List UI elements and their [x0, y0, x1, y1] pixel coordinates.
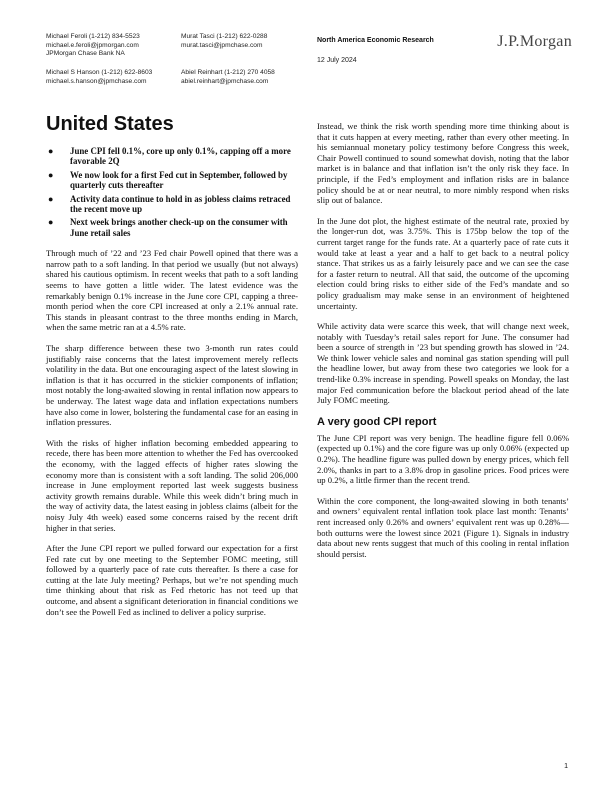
body-paragraph: In the June dot plot, the highest estimate of the neutral rate, proxied by the longer-run dot, was 3.75%. This is 175bp below the top of the current target range for the funds rate. At a quarterly pace of rate cuts it would take at least a year and a half to get back to a neutral policy stance. That strikes us as a fairly leisurely pace and we can see the case for a faster return to neutral. All that said, the outcome of the upcoming election could bring risks to either side of the Fed’s mandate and so policy gradualism may make sense in an environment of heightened uncertainty.	[317, 215, 569, 311]
publication-info	[317, 36, 434, 65]
contact-email[interactable]: michael.e.feroli@jpmorgan.com	[46, 41, 139, 49]
bullet-icon: ●	[48, 169, 54, 180]
body-paragraph: The June CPI report was very benign. The headline figure fell 0.06% (expected up 0.1%) and the core figure was up only 0.06% (expected up 0.2%). The headline figure was pulled down by energy prices, which fell 2.0%, thanks in part to a 3.8% drop in gasoline prices. Food prices were up 0.2%, a little firmer than the recent trend.	[317, 432, 569, 486]
contact-name-phone: Michael S Hanson (1-212) 622-8603	[46, 69, 153, 76]
contact-tasci	[181, 33, 311, 50]
body-paragraph: Instead, we think the risk worth spending more time thinking about is that it cuts happen at every meeting, rather than every other meeting. In his semiannual monetary policy testimony before Congress this week, Chair Powell continued to sound somewhat dovish, noting that the labor market is in balance and that inflation isn’t the only risk they face. In principle, if the Fed’s employment and inflation risks are in balance policy should be at or near neutral, to more nimbly respond when risks slip out of balance.	[317, 121, 569, 206]
contact-name-phone: Abiel Reinhart (1-212) 270 4058	[181, 69, 275, 76]
body-paragraph: The sharp difference between these two 3-month run rates could justifiably raise concerns that the latest improvement merely reflects volatility in the data. But one encouraging aspect of the latest slowing in inflation is that it has occurred in the stickier components of inflation; most notably the long-awaited slowing in rental inflation now appears to be underway. The latest wage data and inflation expectations numbers have also come in lower, bolstering the fundamental case for an easing in inflation pressures.	[46, 343, 298, 428]
contact-email[interactable]: murat.tasci@jpmchase.com	[181, 41, 263, 49]
body-paragraph: Within the core component, the long-awaited slowing in both tenants’ and owners’ equivalent rental inflation took place last month: Tenants’ rent increased only 0.26% and owners’ equivalent rent was up 0.28%—both outturns were the lowest since 2021 (Figure 1). Signals in industry data about new rents suggest that much of this cooling in rental inflation should persist.	[317, 495, 569, 559]
bullet-icon: ●	[48, 193, 54, 204]
bullet-icon: ●	[48, 146, 54, 156]
key-point	[46, 170, 298, 191]
key-point-text: June CPI fell 0.1%, core up only 0.1%, capping off a more favorable 2Q	[70, 146, 291, 167]
section-heading: A very good CPI report	[317, 415, 437, 428]
key-point-text: Activity data continue to hold in as jobless claims retraced the recent move up	[70, 193, 291, 215]
key-point-text: Next week brings another check-up on the consumer with June retail sales	[70, 217, 288, 238]
page-title: United States	[46, 113, 174, 135]
contact-feroli	[46, 33, 176, 59]
key-points-list	[46, 146, 298, 238]
jpmorgan-logo: J.P.Morgan	[497, 33, 572, 50]
contact-reinhart	[181, 69, 311, 86]
page-number: 1	[564, 763, 568, 770]
body-paragraph: Through much of ’22 and ’23 Fed chair Powell opined that there was a narrow path to a soft landing. In that period we usually (but not always) shared his cautious optimism. In recent weeks that path to a soft landing seems to have gotten a little wider. The latest evidence was the remarkably benign 0.1% increase in the June core CPI, capping a three-month period when the core CPI increased at only a 2.1% annual rate. This stands in pleasant contrast to the three months ending in March, when the same metric ran at a 4.5% rate.	[46, 248, 298, 333]
series-title: North America Economic Research	[317, 37, 434, 44]
key-point-text: We now look for a first Fed cut in September, followed by quarterly cuts thereafter	[70, 169, 288, 191]
contact-email[interactable]: abiel.reinhart@jpmchase.com	[181, 77, 269, 85]
key-point	[46, 146, 298, 167]
right-column	[317, 121, 569, 569]
body-paragraph: After the June CPI report we pulled forward our expectation for a first Fed rate cut by one meeting to the September FOMC meeting, still followed by a quarterly pace of rate cuts thereafter. Is there a case for cutting at the late July meeting? Perhaps, but we’re not spending much time thinking about that risk as Fed rhetoric has not teed up that outcome, and absent a significant deterioration in financial conditions we don’t see the Powell Fed as inclined to deliver a policy surprise.	[46, 543, 299, 617]
body-paragraph: With the risks of higher inflation becoming embedded appearing to recede, there has been more attention to whether the Fed has overcooked the economy, with the lagged effects of higher rates slowing the economy more than is consistent with a soft landing. The solid 206,000 increase in June employment reported last week suggests business activity growth remains durable. While this week didn’t bring much in the way of activity data, the latest easing in jobless claims (albeit for the noisy July 4th week) eased some concerns raised by the recent drift higher in that series.	[46, 437, 298, 533]
key-point	[46, 194, 298, 215]
contact-name-phone: Michael Feroli (1-212) 834-5523	[46, 33, 140, 40]
bullet-icon: ●	[48, 217, 54, 228]
publication-date: 12 July 2024	[317, 57, 357, 64]
contact-hanson	[46, 69, 176, 86]
key-point	[46, 217, 298, 238]
body-paragraph: While activity data were scarce this week, that will change next week, notably with Tuesday’s retail sales report for June. The consumer had been a source of strength in ’23 but spending growth has slowed in ’24. We think lower vehicle sales and nominal gas station spending will pull the headline lower, but away from these two categories we look for a trend-like 0.3% increase in spending. Powell speaks on Monday, the last major Fed communication before the blackout period ahead of the late July FOMC meeting.	[317, 321, 569, 406]
contact-email[interactable]: michael.s.hanson@jpmchase.com	[46, 77, 147, 85]
contact-org: JPMorgan Chase Bank NA	[46, 50, 125, 58]
left-column	[46, 112, 298, 627]
contact-name-phone: Murat Tasci (1-212) 622-0288	[181, 33, 268, 40]
